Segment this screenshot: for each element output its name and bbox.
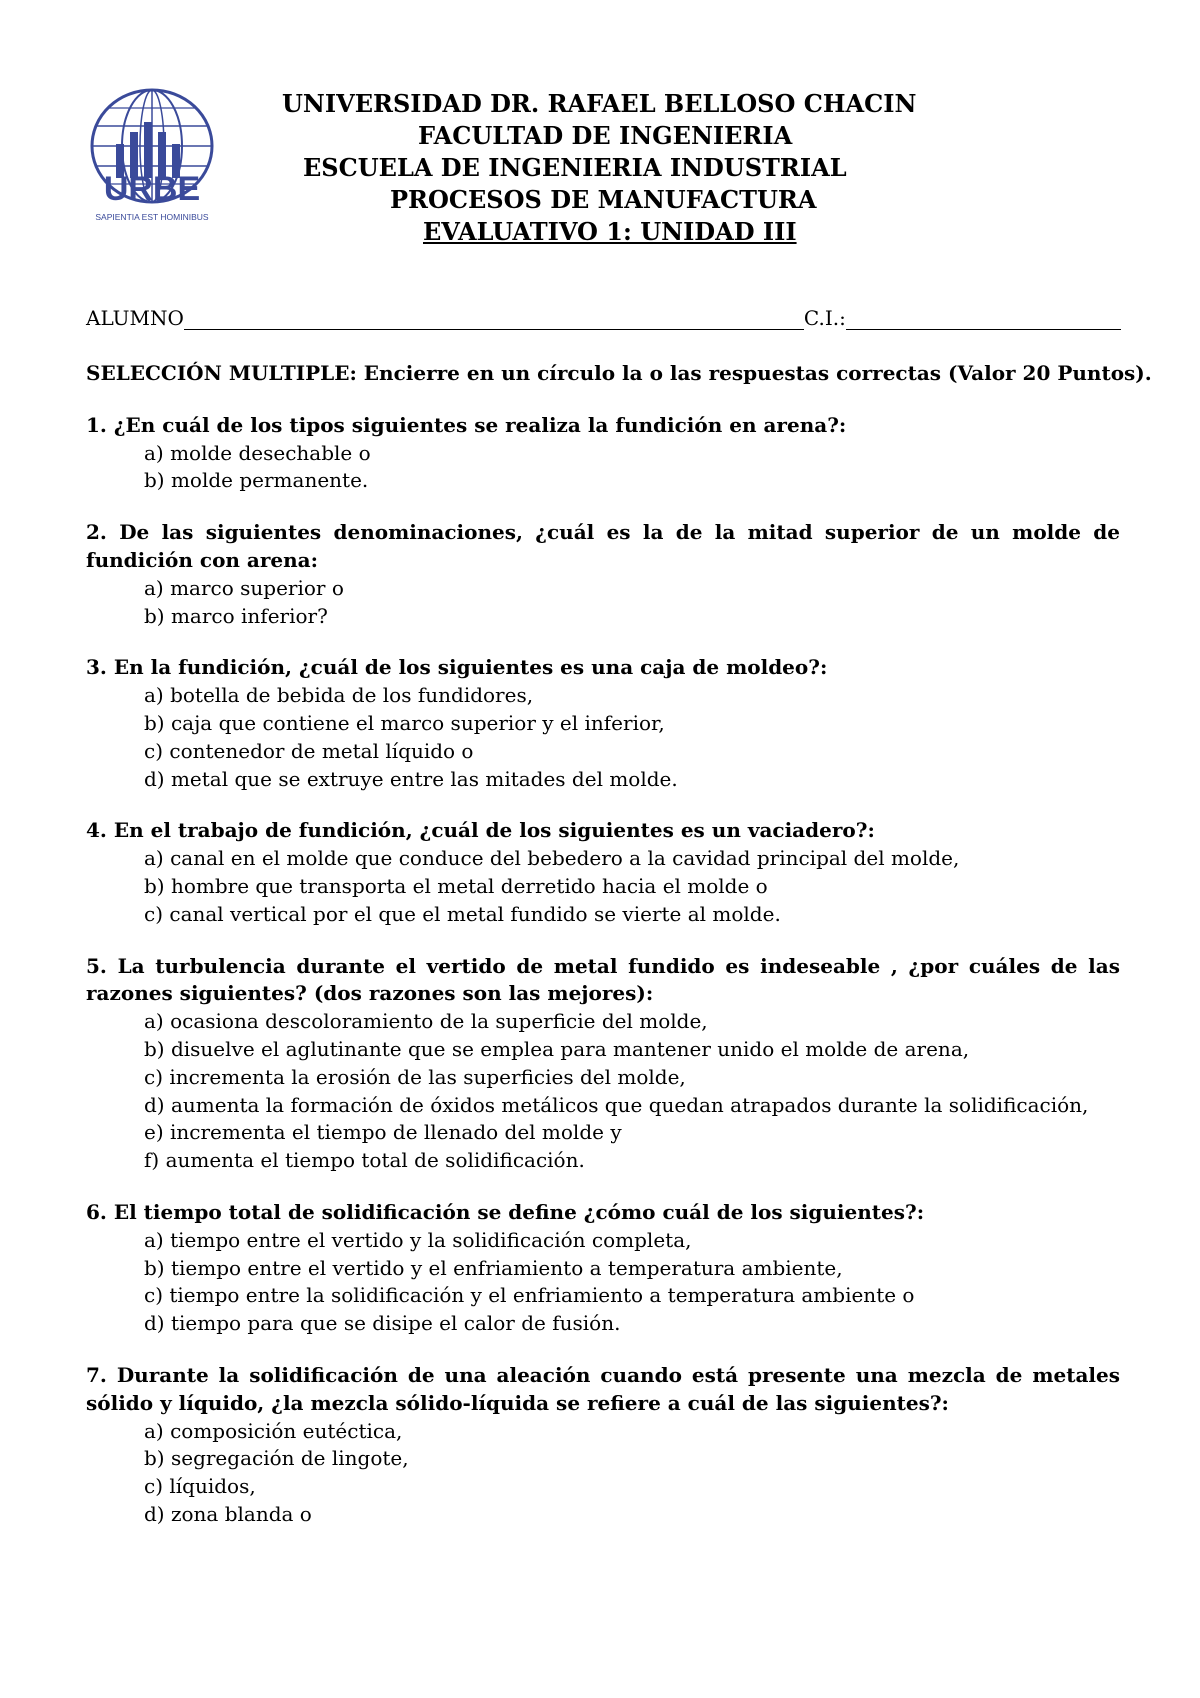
- answer-option[interactable]: a) botella de bebida de los fundidores,: [144, 683, 534, 708]
- question-6: [86, 1199, 1120, 1338]
- question-text: 5. La turbulencia durante el vertido de metal fundido es indeseable , ¿por cuáles de las razones siguientes? (dos razones son las mejores):: [86, 953, 1120, 1006]
- answer-option[interactable]: d) zona blanda o: [144, 1501, 312, 1526]
- answer-option[interactable]: a) composición eutéctica,: [144, 1418, 403, 1443]
- answer-option[interactable]: a) marco superior o: [144, 575, 344, 600]
- school-name: ESCUELA DE INGENIERIA INDUSTRIAL: [303, 153, 847, 182]
- answer-option[interactable]: c) tiempo entre la solidificación y el enfriamiento a temperatura ambiente o: [144, 1283, 915, 1308]
- student-id-label: C.I.:: [803, 306, 846, 330]
- logo-motto: SAPIENTIA EST HOMINIBUS: [95, 212, 209, 222]
- answer-option[interactable]: a) ocasiona descoloramiento de la superficie del molde,: [144, 1009, 708, 1034]
- answer-option[interactable]: d) aumenta la formación de óxidos metálicos que quedan atrapados durante la solidificación,: [144, 1092, 1089, 1117]
- answer-option[interactable]: b) tiempo entre el vertido y el enfriamiento a temperatura ambiente,: [144, 1255, 843, 1280]
- exam-content: [86, 360, 1152, 1553]
- answer-option[interactable]: d) metal que se extruye entre las mitades del molde.: [144, 766, 678, 791]
- answer-option[interactable]: a) tiempo entre el vertido y la solidificación completa,: [144, 1227, 692, 1252]
- question-text: 3. En la fundición, ¿cuál de los siguientes es una caja de moldeo?:: [86, 655, 828, 680]
- answer-option[interactable]: c) canal vertical por el que el metal fundido se vierte al molde.: [144, 901, 781, 926]
- answer-option[interactable]: d) tiempo para que se disipe el calor de fusión.: [144, 1311, 621, 1336]
- answer-option[interactable]: b) hombre que transporta el metal derretido hacia el molde o: [144, 873, 768, 898]
- answer-option[interactable]: b) disuelve el aglutinante que se emplea para mantener unido el molde de arena,: [144, 1036, 970, 1061]
- student-name-label: ALUMNO: [86, 306, 184, 330]
- answer-option[interactable]: b) caja que contiene el marco superior y el inferior,: [144, 710, 665, 735]
- faculty-name: FACULTAD DE INGENIERIA: [418, 121, 793, 150]
- student-info-line: [86, 306, 1121, 330]
- evaluation-title: EVALUATIVO 1: UNIDAD III: [423, 217, 797, 246]
- answer-option[interactable]: c) incrementa la erosión de las superficies del molde,: [144, 1064, 686, 1089]
- university-name: UNIVERSIDAD DR. RAFAEL BELLOSO CHACIN: [282, 89, 917, 118]
- question-text: 7. Durante la solidificación de una aleación cuando está presente una mezcla de metales sólido y líquido, ¿la mezcla sólido-líquida se refiere a cuál de las siguientes?:: [86, 1362, 1120, 1415]
- question-3: [86, 654, 1120, 793]
- answer-option[interactable]: a) canal en el molde que conduce del bebedero a la cavidad principal del molde,: [144, 846, 960, 871]
- question-5: [86, 953, 1120, 1175]
- logo-text: URBE: [103, 170, 201, 208]
- question-text: 4. En el trabajo de fundición, ¿cuál de los siguientes es un vaciadero?:: [86, 818, 875, 843]
- question-7: [86, 1362, 1120, 1529]
- answer-option[interactable]: c) líquidos,: [144, 1474, 256, 1499]
- student-name-blank[interactable]: [184, 309, 804, 330]
- question-4: [86, 817, 1120, 928]
- answer-option[interactable]: b) segregación de lingote,: [144, 1446, 409, 1471]
- answer-option[interactable]: c) contenedor de metal líquido o: [144, 738, 474, 763]
- question-text: 6. El tiempo total de solidificación se define ¿cómo cuál de los siguientes?:: [86, 1199, 925, 1224]
- answer-option[interactable]: f) aumenta el tiempo total de solidificación.: [144, 1148, 585, 1173]
- course-name: PROCESOS DE MANUFACTURA: [390, 185, 817, 214]
- document-header: [260, 88, 980, 248]
- question-text: 1. ¿En cuál de los tipos siguientes se realiza la fundición en arena?:: [86, 412, 847, 437]
- student-id-blank[interactable]: [846, 309, 1121, 330]
- answer-option[interactable]: e) incrementa el tiempo de llenado del molde y: [144, 1120, 622, 1145]
- question-text: 2. De las siguientes denominaciones, ¿cuál es la de la mitad superior de un molde de fundición con arena:: [86, 520, 1120, 572]
- instructions: SELECCIÓN MULTIPLE: Encierre en un círculo la o las respuestas correctas (Valor 20 Puntos).: [86, 361, 1152, 385]
- answer-option[interactable]: b) molde permanente.: [144, 468, 369, 493]
- question-2: [86, 519, 1120, 630]
- university-logo: [86, 82, 218, 232]
- question-1: [86, 412, 1120, 495]
- answer-option[interactable]: b) marco inferior?: [144, 603, 328, 628]
- answer-option[interactable]: a) molde desechable o: [144, 440, 371, 465]
